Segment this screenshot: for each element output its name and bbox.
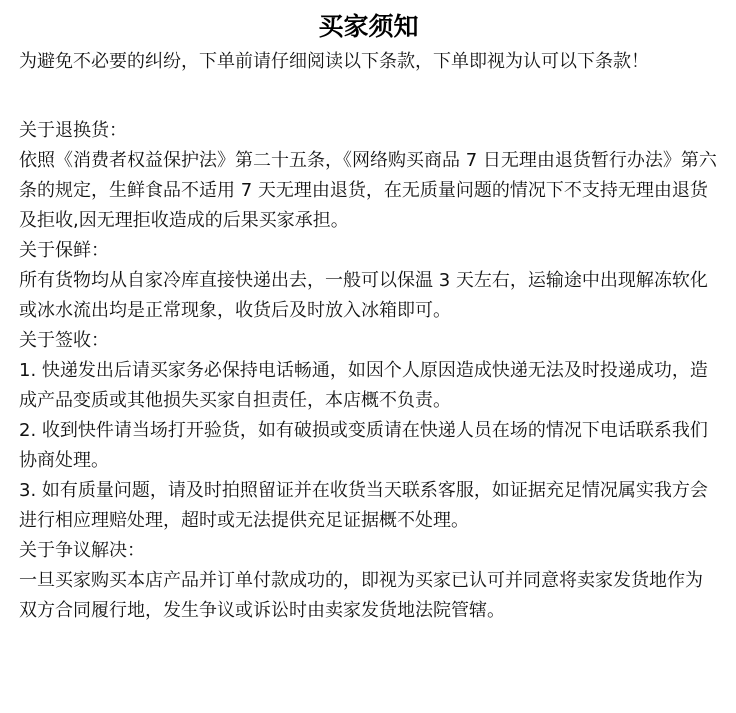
section-heading-receipt: 关于签收： [19,330,109,351]
section-freshness [19,236,718,326]
section-heading-returns: 关于退换货： [19,120,127,141]
buyer-notice-page [0,11,736,713]
receipt-item-1: 1. 快递发出后请买家务必保持电话畅通，如因个人原因造成快递无法及时投递成功，造成产品变质或其他损失买家自担责任，本店概不负责。 [19,360,708,411]
returns-policy-text: 依照《消费者权益保护法》第二十五条，《网络购买商品 7 日无理由退货暂行办法》第六条的规定，生鲜食品不适用 7 天无理由退货，在无质量问题的情况下不支持无理由退货及拒收,因无理拒收造成的后果买家承担。 [19,150,717,231]
section-receipt [19,326,718,536]
freshness-policy-text: 所有货物均从自家冷库直接快递出去，一般可以保温 3 天左右，运输途中出现解冻软化或冰水流出均是正常现象，收货后及时放入冰箱即可。 [19,270,708,321]
receipt-item-3: 3. 如有质量问题，请及时拍照留证并在收货当天联系客服，如证据充足情况属实我方会进行相应理赔处理，超时或无法提供充足证据概不处理。 [19,480,708,531]
intro-text: 为避免不必要的纠纷，下单前请仔细阅读以下条款，下单即视为认可以下条款！ [19,51,649,72]
receipt-item-2: 2. 收到快件请当场打开验货，如有破损或变质请在快递人员在场的情况下电话联系我们协商处理。 [19,420,708,471]
section-heading-dispute: 关于争议解决： [19,540,145,561]
blank-line [19,77,718,116]
dispute-policy-text: 一旦买家购买本店产品并订单付款成功的，即视为买家已认可并同意将卖家发货地作为双方合同履行地，发生争议或诉讼时由卖家发货地法院管辖。 [19,570,703,621]
section-returns [19,116,718,236]
section-dispute [19,536,718,626]
section-heading-freshness: 关于保鲜： [19,240,109,261]
page-title: 买家须知 [318,12,419,41]
